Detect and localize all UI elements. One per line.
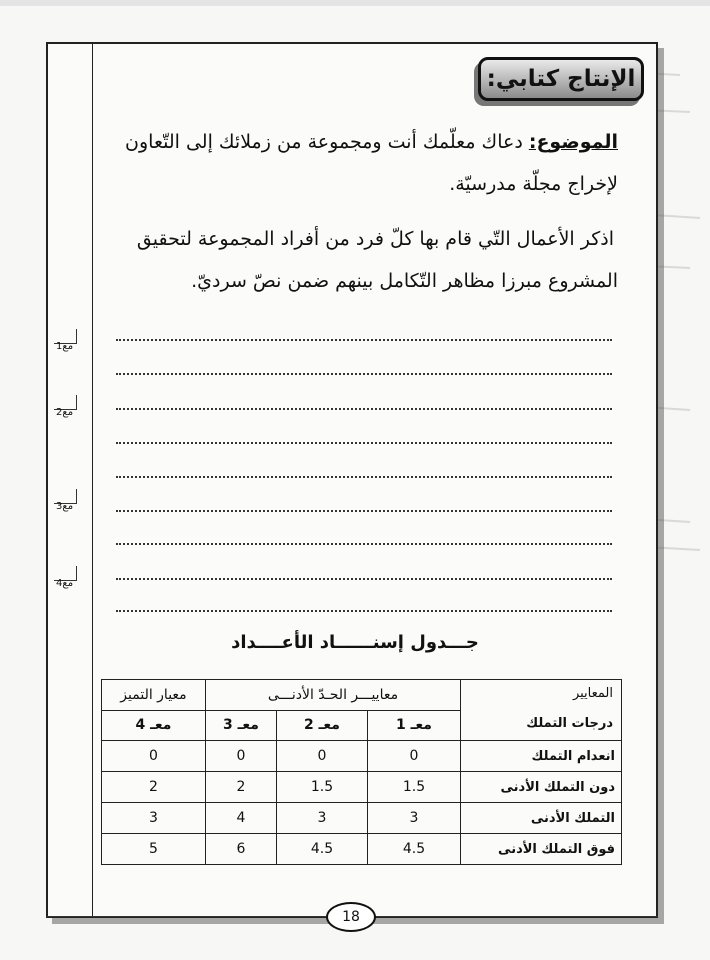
table-title: جـــدول إسنــــــاد الأعــــداد <box>231 632 479 653</box>
subject-text: دعاك معلّمك أنت ومجموعة من زملائك إلى التّعاون <box>125 131 523 153</box>
writing-line[interactable] <box>116 373 612 375</box>
criteria-header-label: المعايير <box>572 686 613 701</box>
writing-line[interactable] <box>116 476 612 478</box>
criterion-mark-label: مع1 <box>56 341 74 352</box>
subject-line <box>125 131 618 153</box>
levels-header-label: درجات التملك <box>526 716 613 731</box>
table-row <box>102 803 622 834</box>
criterion-mark-label: مع3 <box>56 501 74 512</box>
writing-line[interactable] <box>116 543 612 545</box>
table-row <box>102 741 622 772</box>
min-criteria-header: معاييـــر الحـدّ الأدنـــى <box>206 680 461 711</box>
excellence-header: معيار التميز <box>102 680 206 711</box>
column-header: معـ 2 <box>277 710 368 741</box>
page-number: 18 <box>326 902 376 932</box>
section-title: الإنتاج كتابي: <box>478 57 644 101</box>
table-cell: 0 <box>368 741 461 772</box>
writing-line[interactable] <box>116 339 612 341</box>
table-cell: 0 <box>206 741 277 772</box>
task-line-1: اذكر الأعمال التّي قام بها كلّ فرد من أفراد المجموعة لتحقيق <box>136 228 614 250</box>
table-cell: 2 <box>102 772 206 803</box>
subject-label: الموضوع: <box>528 131 618 153</box>
table-cell: 4.5 <box>277 834 368 865</box>
writing-line[interactable] <box>116 442 612 444</box>
column-header: معـ 3 <box>206 710 277 741</box>
table-cell: 6 <box>206 834 277 865</box>
criterion-mark-3 <box>50 489 80 512</box>
row-level: التملك الأدنى <box>461 803 622 834</box>
row-level: دون التملك الأدنى <box>461 772 622 803</box>
table-row <box>102 772 622 803</box>
grades-table <box>101 679 622 865</box>
margin-line <box>92 44 93 916</box>
writing-line[interactable] <box>116 610 612 612</box>
table-cell: 0 <box>277 741 368 772</box>
criterion-mark-label: مع2 <box>56 407 74 418</box>
criterion-mark-label: مع4 <box>56 578 74 589</box>
criterion-mark-2 <box>50 395 80 418</box>
writing-line[interactable] <box>116 578 612 580</box>
row-level: انعدام التملك <box>461 741 622 772</box>
task-line-2: المشروع مبرزا مظاهر التّكامل بينهم ضمن نصّ سرديّ. <box>191 270 618 292</box>
table-row <box>102 834 622 865</box>
table-cell: 0 <box>102 741 206 772</box>
table-cell: 2 <box>206 772 277 803</box>
subject-continuation: لإخراج مجلّة مدرسيّة. <box>449 173 618 195</box>
row-level: فوق التملك الأدنى <box>461 834 622 865</box>
column-header: معـ 1 <box>368 710 461 741</box>
criteria-header <box>461 680 622 741</box>
writing-line[interactable] <box>116 510 612 512</box>
criterion-mark-4 <box>50 566 80 589</box>
table-cell: 4 <box>206 803 277 834</box>
table-cell: 5 <box>102 834 206 865</box>
table-cell: 1.5 <box>277 772 368 803</box>
table-cell: 1.5 <box>368 772 461 803</box>
table-cell: 3 <box>102 803 206 834</box>
criterion-mark-1 <box>50 329 80 352</box>
table-cell: 4.5 <box>368 834 461 865</box>
table-cell: 3 <box>368 803 461 834</box>
table-cell: 3 <box>277 803 368 834</box>
writing-line[interactable] <box>116 408 612 410</box>
column-header: معـ 4 <box>102 710 206 741</box>
